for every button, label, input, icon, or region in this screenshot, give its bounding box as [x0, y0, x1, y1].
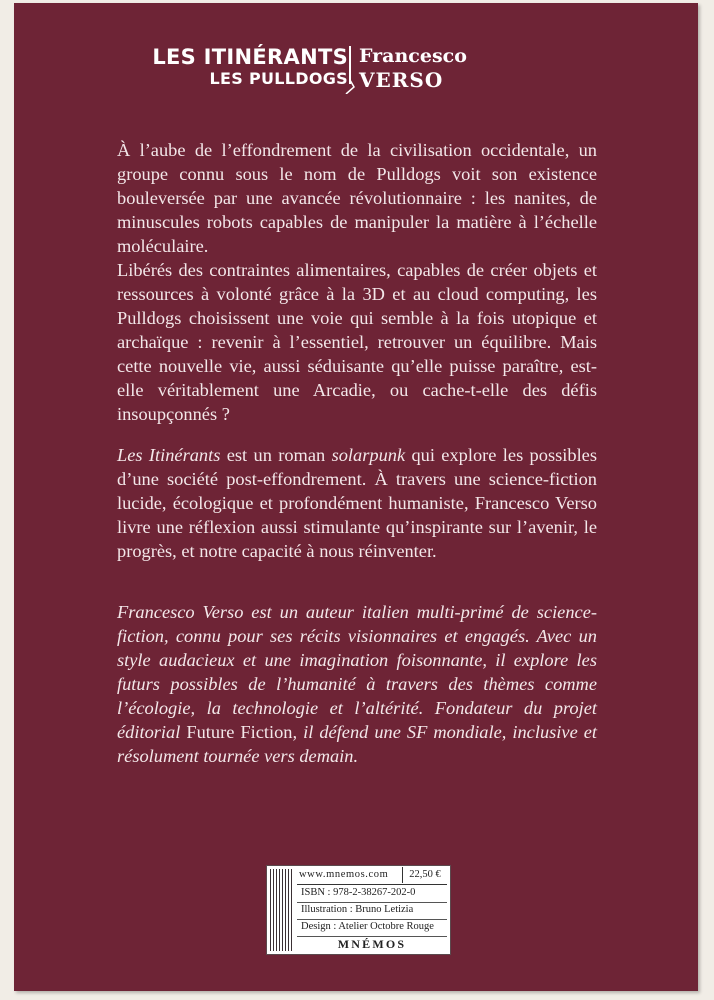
book-title-italic: Les Itinérants — [117, 445, 221, 465]
project-name: Future Fiction — [186, 722, 293, 742]
series-title: LES ITINÉRANTS — [152, 45, 348, 69]
synopsis-paragraph-3: Les Itinérants est un roman solarpunk qui explore les possibles d’une société post-effondrement. À travers une science-fiction lucide, écologique et profondément humaniste, Francesco Verso livre une réflexion aussi stimulante qu’inspirante sur l’avenir, le progrès, et notre capacité à nous réinventer. — [117, 445, 597, 561]
chevron-divider-icon — [343, 80, 355, 94]
author-bio: Francesco Verso est un auteur italien multi-primé de science-fiction, connu pour ses récits visionnaires et engagés. Avec un style audacieux et une imagination foisonnante, il explore les futurs possibles de l’humanité à travers des thèmes comme l’écologie, la technologie et l’altérité. Fondateur du projet éditorial Future Fiction, il défend une SF mondiale, inclusive et résolument tournée vers demain. — [117, 602, 598, 766]
book-subtitle: LES PULLDOGS — [209, 69, 348, 88]
genre-italic: solarpunk — [331, 445, 406, 465]
barcode-badge — [266, 865, 451, 955]
illustration-credit: Illustration : Bruno Letizia — [297, 902, 447, 920]
isbn-label: ISBN : 978-2-38267-202-0 — [297, 885, 447, 903]
title-block — [152, 46, 348, 88]
synopsis-paragraph-2: Libérés des contraintes alimentaires, capables de créer objets et ressources à volonté grâce à la 3D et au cloud computing, les Pulldogs choisissent une voie qui semble à la fois utopique et archaïque : revenir à l’essentiel, retrouver un équilibre. Mais cette nouvelle vie, aussi séduisante qu’elle puisse paraître, est-elle véritablement une Arcadie, ou cache-t-elle des défis insoupçonnés ? — [117, 260, 597, 424]
synopsis-paragraph-1: À l’aube de l’effondrement de la civilisation occidentale, un groupe connu sous le nom de Pulldogs voit son existence bouleversée par une avancée révolutionnaire : les nanites, de minuscules robots capables de manipuler la matière à l’échelle moléculaire. — [117, 140, 597, 256]
author-name — [359, 45, 467, 93]
author-first-name: Francesco — [359, 45, 467, 67]
badge-row-website — [297, 867, 447, 885]
design-credit: Design : Atelier Octobre Rouge — [297, 919, 447, 937]
cover-header — [138, 44, 498, 100]
website-url: www.mnemos.com — [299, 869, 389, 880]
publisher-logo: MNÉMOS — [337, 937, 407, 951]
title-divider — [349, 46, 351, 84]
author-last-name: VERSO — [359, 68, 444, 92]
price-label: 22,50 € — [402, 867, 447, 883]
barcode-stripes — [270, 869, 292, 951]
